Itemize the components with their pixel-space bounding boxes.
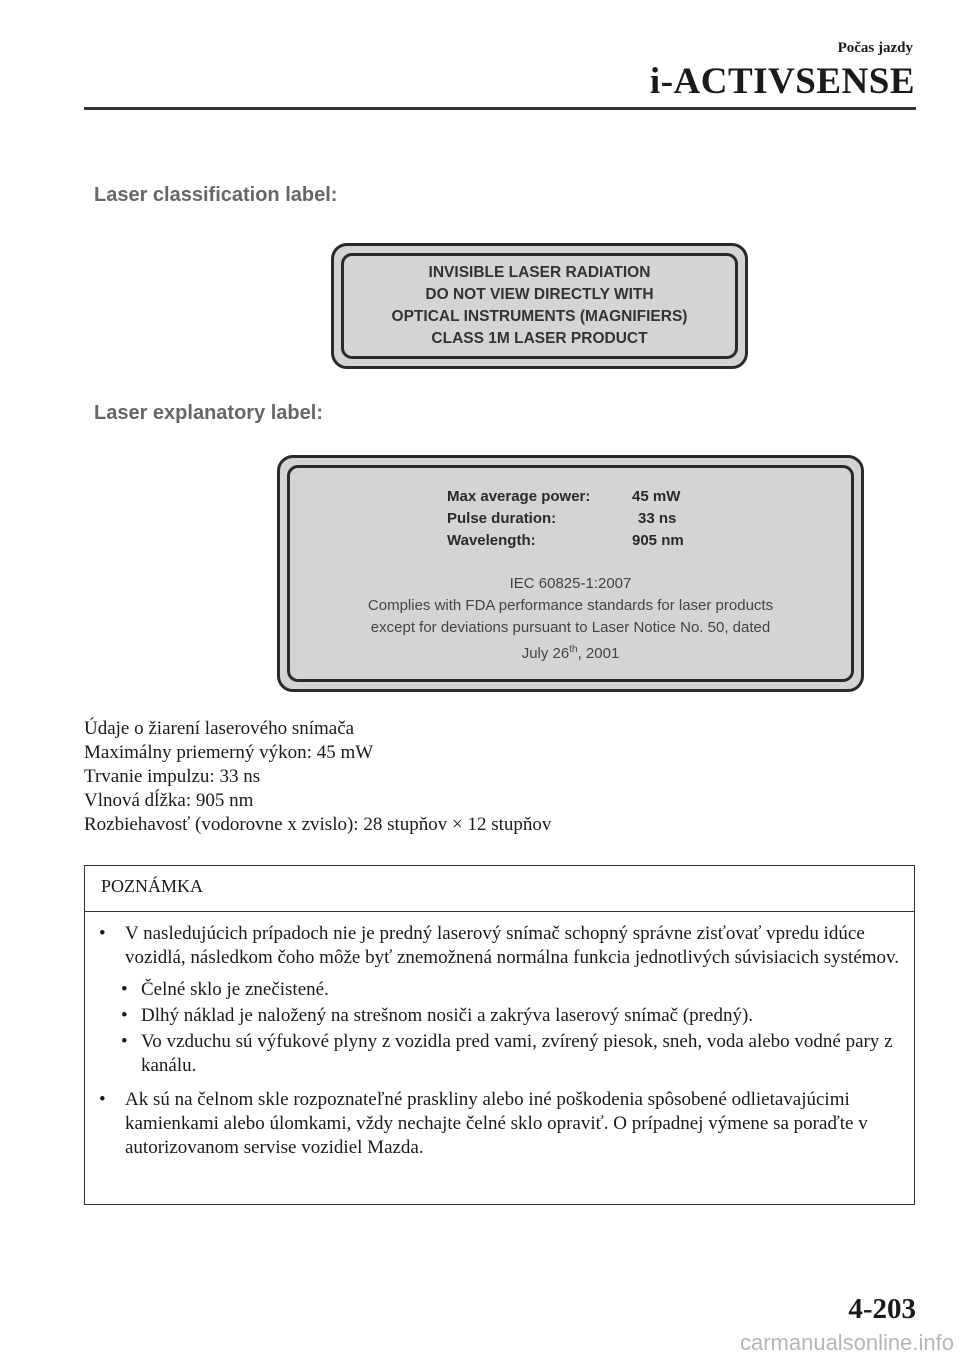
spec-row bbox=[447, 530, 684, 552]
classification-label-heading: Laser classification label: bbox=[94, 184, 338, 206]
spec-name: Max average power: bbox=[447, 488, 591, 505]
text-line: Maximálny priemerný výkon: 45 mW bbox=[84, 742, 374, 763]
note-subbullet bbox=[121, 1004, 904, 1028]
note-bullet bbox=[99, 922, 904, 970]
subbullet-mark: • bbox=[121, 1005, 128, 1026]
header-divider bbox=[84, 107, 916, 110]
note-box bbox=[84, 865, 915, 1205]
date-line bbox=[280, 639, 861, 665]
subbullet-mark: • bbox=[121, 979, 128, 1000]
date-superscript: th bbox=[569, 644, 578, 655]
classification-label-sticker bbox=[331, 243, 748, 369]
spec-row bbox=[447, 508, 684, 530]
date-prefix: July 26 bbox=[521, 645, 570, 662]
subbullet-text: Vo vzduchu sú výfukové plyny z vozidla pred vami, zvírený piesok, sneh, voda alebo vodné pary z kanálu. bbox=[141, 1031, 893, 1076]
note-subbullet bbox=[121, 1030, 904, 1078]
text-line: Trvanie impulzu: 33 ns bbox=[84, 766, 261, 787]
spec-value: 905 nm bbox=[632, 532, 684, 549]
bullet-mark: • bbox=[99, 1089, 106, 1110]
compliance-text bbox=[280, 573, 861, 665]
subbullet-mark: • bbox=[121, 1031, 128, 1052]
bullet-text: Ak sú na čelnom skle rozpoznateľné praskliny alebo iné poškodenia spôsobené odlietavajúcimi kamienkami alebo úlomkami, vždy nechajte čelné sklo opraviť. O prípadnej výmene sa poraďte v autorizovanom servise vozidiel Mazda. bbox=[125, 1089, 868, 1158]
warning-line: CLASS 1M LASER PRODUCT bbox=[431, 330, 648, 347]
note-bullet bbox=[99, 1088, 904, 1160]
classification-label-text bbox=[334, 262, 745, 350]
note-subbullet bbox=[121, 978, 904, 1002]
spec-value: 45 mW bbox=[632, 488, 681, 505]
spec-table bbox=[447, 486, 684, 552]
subbullet-text: Dlhý náklad je naložený na strešnom nosiči a zakrýva laserový snímač (predný). bbox=[141, 1005, 754, 1026]
bullet-mark: • bbox=[99, 923, 106, 944]
chapter-title: i-ACTIVSENSE bbox=[649, 61, 915, 102]
warning-line: DO NOT VIEW DIRECTLY WITH bbox=[425, 286, 654, 303]
text-line: Rozbiehavosť (vodorovne x zvislo): 28 stupňov × 12 stupňov bbox=[84, 814, 552, 835]
warning-line: OPTICAL INSTRUMENTS (MAGNIFIERS) bbox=[391, 308, 688, 325]
warning-line: INVISIBLE LASER RADIATION bbox=[428, 264, 651, 281]
subbullet-text: Čelné sklo je znečistené. bbox=[141, 979, 329, 1000]
watermark: carmanualsonline.info bbox=[739, 1330, 954, 1355]
compliance-line: Complies with FDA performance standards for laser products bbox=[367, 597, 774, 614]
spec-row bbox=[447, 486, 684, 508]
standard-line: IEC 60825-1:2007 bbox=[509, 575, 632, 592]
section-title: Počas jazdy bbox=[837, 40, 913, 56]
text-line: Vlnová dĺžka: 905 nm bbox=[84, 790, 254, 811]
spec-name: Wavelength: bbox=[447, 532, 536, 549]
bullet-text: V nasledujúcich prípadoch nie je predný laserový snímač schopný správne zisťovať vpredu idúce vozidlá, následkom čoho môže byť znemožnená normálna funkcia jednotlivých súvisiacich systémov. bbox=[125, 923, 900, 968]
note-title: POZNÁMKA bbox=[85, 866, 914, 912]
explanatory-label-sticker bbox=[277, 455, 864, 692]
explanatory-label-heading: Laser explanatory label: bbox=[94, 402, 323, 424]
spec-name: Pulse duration: bbox=[447, 510, 557, 527]
note-body bbox=[85, 912, 914, 1160]
page-number: 4-203 bbox=[848, 1293, 916, 1325]
date-suffix: , 2001 bbox=[577, 645, 620, 662]
spec-value: 33 ns bbox=[638, 510, 677, 527]
radiation-data-paragraph bbox=[84, 717, 551, 837]
note-sublist bbox=[121, 978, 904, 1078]
compliance-line: except for deviations pursuant to Laser Notice No. 50, dated bbox=[370, 619, 771, 636]
text-line: Údaje o žiarení laserového snímača bbox=[84, 718, 355, 739]
